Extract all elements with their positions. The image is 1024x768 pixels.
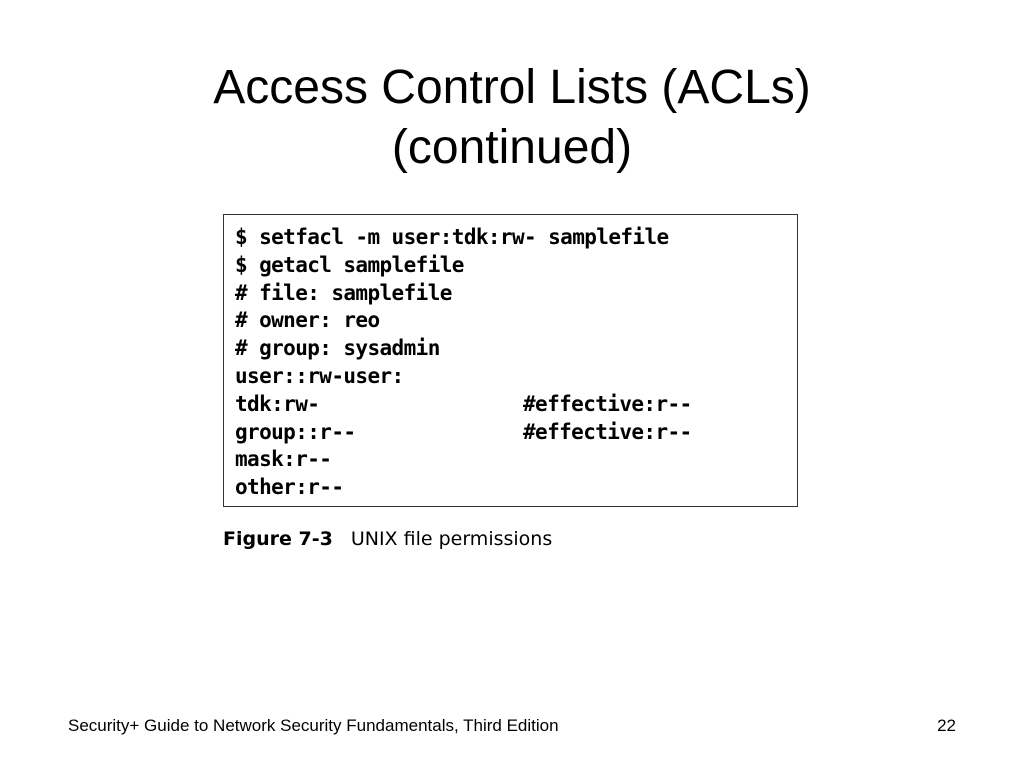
code-text: # group: sysadmin (235, 336, 440, 361)
code-text: # file: samplefile (235, 280, 452, 305)
code-line (235, 307, 797, 335)
footer-book-title: Security+ Guide to Network Security Fundamentals, Third Edition (68, 716, 559, 735)
slide-title-line-1: Access Control Lists (ACLs) (213, 61, 811, 114)
code-text: # owner: reo (235, 308, 380, 333)
code-text: $ setfacl -m user:tdk:rw- samplefile (235, 225, 669, 249)
code-line (235, 474, 797, 502)
code-text: mask:r-- (235, 447, 332, 472)
code-text: tdk:rw- (235, 391, 320, 416)
figure-label: Figure 7-3 (223, 528, 333, 550)
slide-title-line-2: (continued) (391, 121, 633, 174)
code-line (235, 335, 797, 363)
code-text: group::r-- (235, 419, 356, 444)
code-text: other:r-- (235, 475, 344, 500)
code-text: user::rw-user: (235, 363, 404, 388)
code-line (235, 280, 797, 308)
figure-caption-text: UNIX file permissions (350, 528, 553, 550)
code-line (235, 252, 797, 280)
code-line (235, 391, 797, 419)
code-line (235, 363, 797, 391)
code-line (235, 419, 797, 447)
code-text: $ getacl samplefile (235, 252, 464, 277)
figure-caption (223, 528, 552, 550)
footer-page-number: 22 (937, 716, 956, 735)
code-listing (223, 214, 798, 507)
code-line (235, 446, 797, 474)
code-comment: #effective:r-- (523, 419, 692, 444)
slide-title (0, 58, 1024, 178)
code-comment: #effective:r-- (523, 391, 692, 416)
code-line (235, 224, 797, 252)
